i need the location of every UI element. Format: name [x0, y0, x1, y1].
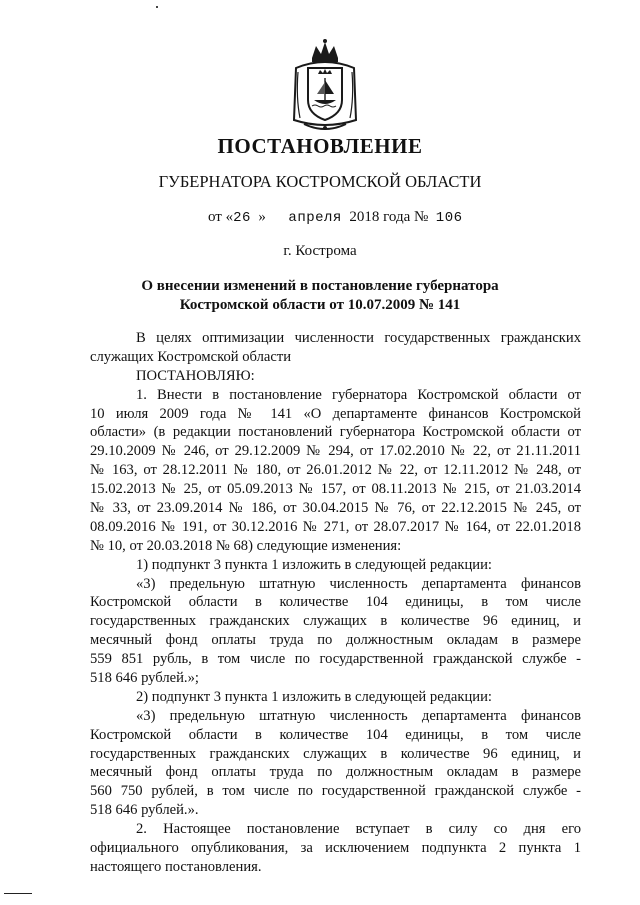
body-line: ПОСТАНОВЛЯЮ:	[136, 367, 255, 384]
body-line: 1) подпункт 3 пункта 1 изложить в следующей редакции:	[136, 556, 492, 573]
body-line: 518 646 рублей.»;	[90, 670, 199, 687]
body-line: 15.02.2013 № 25, от 05.09.2013 № 157, от 08.11.2013 № 215, от 21.03.2014	[90, 481, 581, 498]
body-line: государственных гражданских служащих в количестве 96 единиц, и	[90, 613, 581, 630]
body-line: Костромской области в количестве 104 единицы, в том числе	[90, 726, 581, 743]
coat-of-arms-icon	[290, 38, 360, 134]
document-body	[90, 329, 581, 877]
body-line: официального опубликования, за исключением подпункта 2 пункта 1	[90, 840, 581, 857]
document-heading	[120, 277, 520, 315]
heading-line: О внесении изменений в постановление губернатора	[141, 278, 499, 294]
document-title: ПОСТАНОВЛЕНИЕ	[217, 134, 423, 158]
document-number: 106	[435, 210, 463, 226]
body-line: служащих Костромской области	[90, 348, 292, 365]
body-line: настоящего постановления.	[90, 858, 262, 875]
body-line: области» (в редакции постановлений губернатора Костромской области от	[90, 424, 581, 441]
body-line: 10 июля 2009 года № 141 «О департаменте финансов Костромской	[90, 405, 581, 422]
document-date-line	[208, 209, 463, 226]
body-line: В целях оптимизации численности государственных гражданских	[136, 330, 581, 346]
body-line: месячный фонд оплаты труда по должностным окладам в размере	[90, 764, 581, 781]
page-edge-mark	[4, 893, 32, 894]
body-line: 560 750 рублей, в том числе по государственной гражданской службе -	[90, 783, 581, 800]
body-line: «3) предельную штатную численность департамента финансов	[136, 575, 581, 592]
heading-line: Костромской области от 10.07.2009 № 141	[179, 297, 461, 313]
date-year: 2018 года №	[349, 209, 429, 225]
body-line: 2. Настоящее постановление вступает в силу со дня его	[136, 821, 581, 838]
scan-speck	[156, 6, 158, 8]
body-line: 29.10.2009 № 246, от 29.12.2009 № 294, от 17.02.2010 № 22, от 21.11.2011	[90, 443, 581, 460]
body-line: «3) предельную штатную численность департамента финансов	[136, 707, 581, 724]
body-line: 1. Внести в постановление губернатора Костромской области от	[136, 386, 581, 403]
body-line: № 10, от 20.03.2018 № 68) следующие изменения:	[90, 537, 402, 554]
body-line: 518 646 рублей.».	[90, 802, 199, 819]
body-line: месячный фонд оплаты труда по должностным окладам в размере	[90, 632, 581, 649]
date-day: 26	[233, 210, 251, 226]
body-line: Костромской области в количестве 104 единицы, в том числе	[90, 594, 581, 611]
date-month: апреля	[288, 210, 342, 226]
body-line: государственных гражданских служащих в количестве 96 единиц, и	[90, 745, 581, 762]
date-prefix: от «	[208, 209, 234, 225]
body-line: 2) подпункт 3 пункта 1 изложить в следующей редакции:	[136, 688, 492, 705]
date-sep: »	[258, 209, 266, 225]
body-line: № 33, от 23.09.2014 № 186, от 30.04.2015 № 76, от 22.12.2015 № 245, от	[90, 500, 581, 517]
body-line: № 163, от 28.12.2011 № 180, от 26.01.2012 № 22, от 12.11.2012 № 248, от	[90, 462, 581, 479]
body-line: 08.09.2016 № 191, от 30.12.2016 № 271, от 28.07.2017 № 164, от 22.01.2018	[90, 518, 581, 535]
document-city: г. Кострома	[283, 243, 357, 259]
body-line: 559 851 рубль, в том числе по государственной гражданской службе -	[90, 651, 581, 668]
document-subtitle: ГУБЕРНАТОРА КОСТРОМСКОЙ ОБЛАСТИ	[158, 172, 482, 191]
